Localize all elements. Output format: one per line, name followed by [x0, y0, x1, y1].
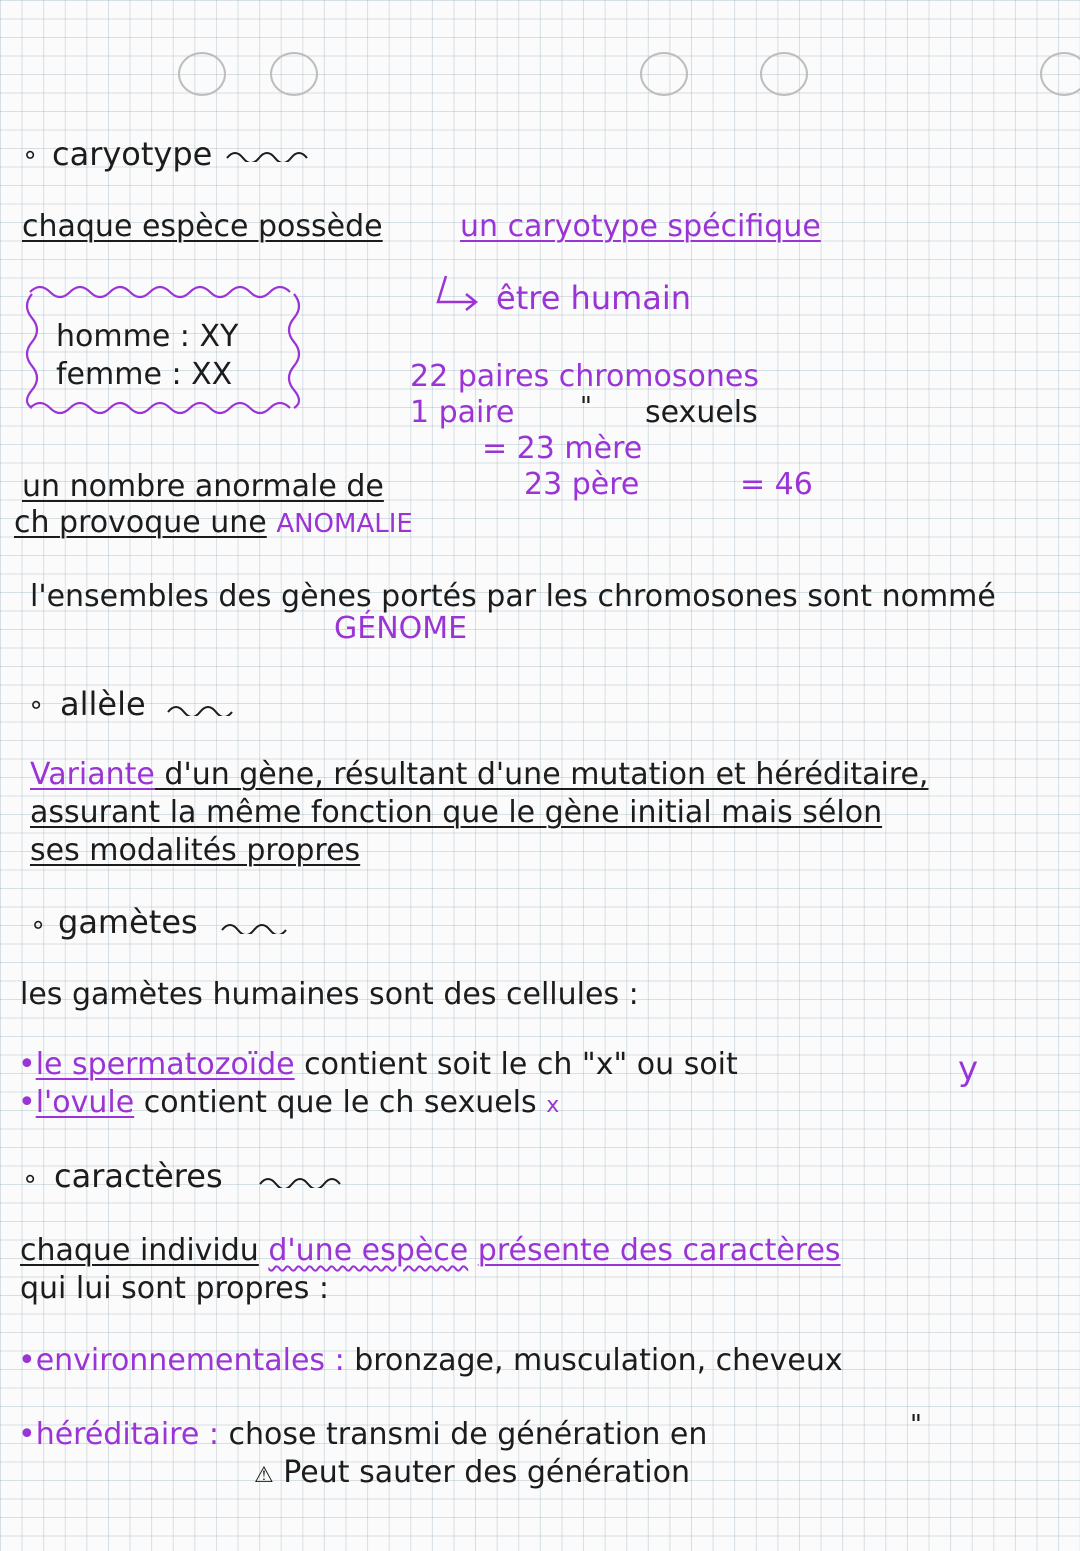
box-femme: femme : XX: [56, 357, 233, 392]
allele-def-line2: assurant la même fonction que le gène initial mais sélon: [30, 795, 883, 830]
genome-sentence: l'ensembles des gènes portés par les chromosones sont nommé: [30, 579, 996, 614]
gametes-intro: les gamètes humaines sont des cellules :: [20, 977, 639, 1012]
binder-hole-5: [1040, 52, 1080, 96]
box-homme: homme : XY: [56, 319, 239, 354]
caracteres-her: •héréditaire : chose transmi de génération en: [18, 1417, 708, 1452]
heading-gametes: gamètes: [58, 903, 198, 941]
bullet-allele: ∘: [28, 690, 45, 720]
caracteres-env: •environnementales : bronzage, musculation, cheveux: [18, 1343, 843, 1378]
arrow-icon: [432, 272, 482, 318]
allele-def-line3: ses modalités propres: [30, 833, 361, 868]
caryotype-sentence-highlight: un caryotype spécifique: [460, 209, 821, 244]
caracteres-line2: qui lui sont propres :: [20, 1271, 329, 1306]
pairs-line2-ditto: ": [580, 392, 592, 422]
caryotype-sentence-prefix: chaque espèce possède: [22, 209, 383, 244]
arrow-label-etre-humain: être humain: [496, 279, 692, 317]
pairs-line2-a: 1 paire: [410, 395, 515, 430]
genome-word: GÉNOME: [334, 611, 468, 646]
binder-hole-4: [760, 52, 808, 96]
allele-def-line1: Variante d'un gène, résultant d'une mutation et héréditaire,: [30, 757, 929, 792]
gametes-item1: •le spermatozoïde contient soit le ch "x" ou soit: [18, 1047, 738, 1082]
heading-caracteres: caractères: [54, 1157, 223, 1195]
caracteres-her-note: ⚠ Peut sauter des génération: [254, 1455, 691, 1490]
squiggle-allele: [166, 700, 236, 716]
count-pere: 23 père: [524, 467, 640, 502]
bullet-gametes: ∘: [30, 910, 47, 940]
binder-hole-1: [178, 52, 226, 96]
warning-icon: ⚠: [254, 1463, 274, 1488]
binder-hole-2: [270, 52, 318, 96]
caracteres-line1: chaque individu d'une espèce présente des caractères: [20, 1233, 841, 1268]
pairs-line1: 22 paires chromosones: [410, 359, 759, 394]
bullet-caryotype: ∘: [22, 140, 39, 170]
gametes-item1-y: y: [958, 1049, 979, 1089]
heading-caryotype: caryotype: [52, 135, 213, 173]
squiggle-caryotype: [225, 146, 315, 162]
squiggle-caracteres: [258, 1172, 348, 1188]
anomaly-line2: ch provoque une ANOMALIE: [14, 505, 413, 540]
anomaly-line1: un nombre anormale de: [22, 469, 384, 504]
binder-hole-3: [640, 52, 688, 96]
heading-allele: allèle: [60, 685, 146, 723]
gametes-item2: •l'ovule contient que le ch sexuels x: [18, 1085, 560, 1120]
bullet-caracteres: ∘: [22, 1164, 39, 1194]
count-total: = 46: [740, 467, 813, 502]
squiggle-gametes: [220, 918, 290, 934]
pairs-line2-b: sexuels: [645, 395, 758, 430]
caracteres-her-ditto: ": [910, 1410, 922, 1440]
count-mere: = 23 mère: [482, 431, 643, 466]
